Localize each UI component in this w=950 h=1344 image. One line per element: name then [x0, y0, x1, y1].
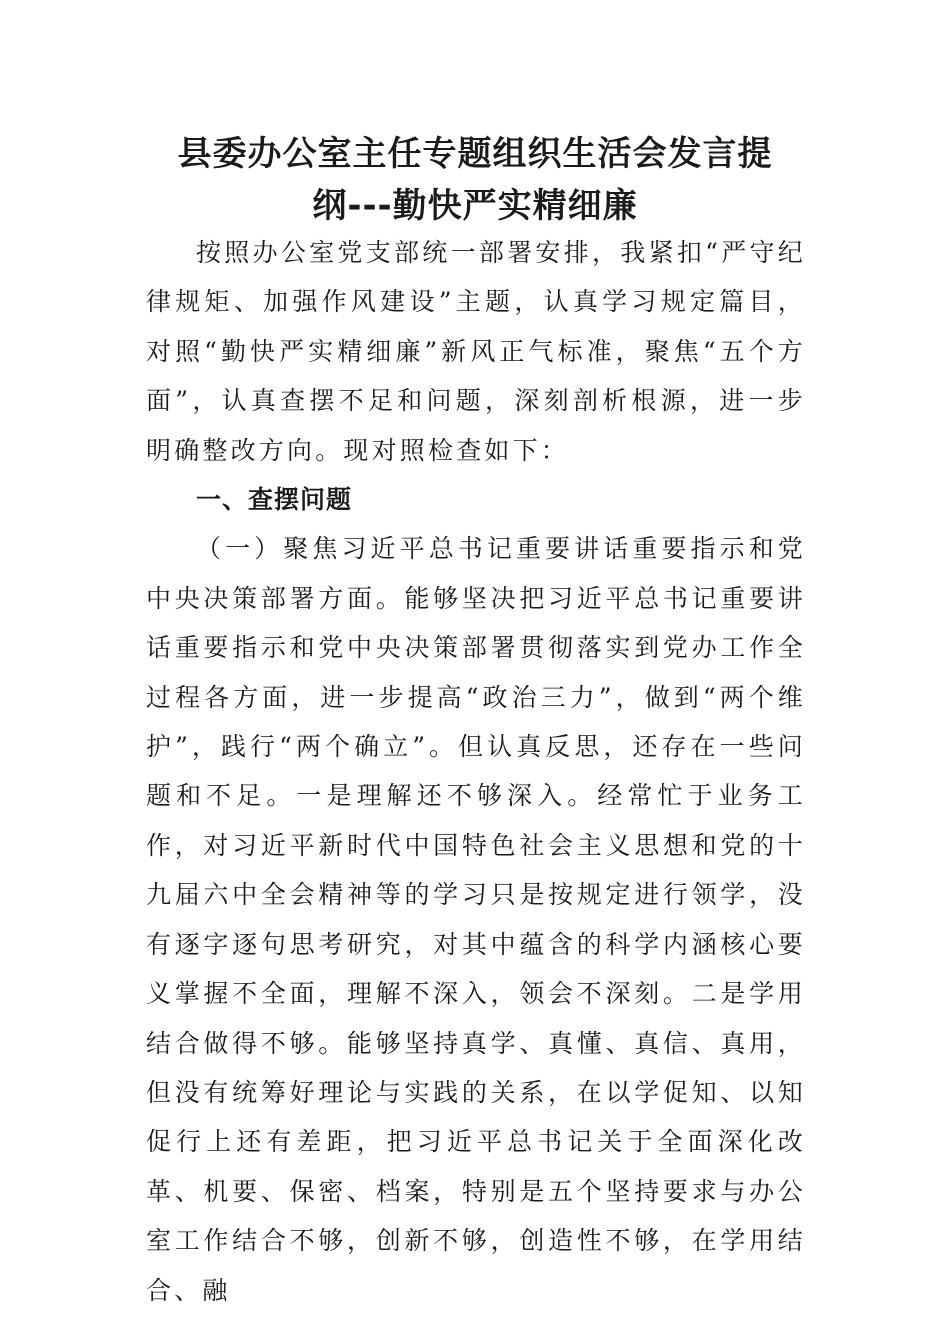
document-title	[140, 128, 810, 232]
body-paragraph: （一）聚焦习近平总书记重要讲话重要指示和党中央决策部署方面。能够坚决把习近平总书记重要讲话重要指示和党中央决策部署贯彻落实到党办工作全过程各方面，进一步提高“政治三力”，做到“两个维护”，践行“两个确立”。但认真反思，还存在一些问题和不足。一是理解还不够深入。经常忙于业务工作，对习近平新时代中国特色社会主义思想和党的十九届六中全会精神等的学习只是按规定进行领学，没有逐字逐句思考研究，对其中蕴含的科学内涵核心要义掌握不全面，理解不深入，领会不深刻。二是学用结合做得不够。能够坚持真学、真懂、真信、真用，但没有统筹好理论与实践的关系，在以学促知、以知促行上还有差距，把习近平总书记关于全面深化改革、机要、保密、档案，特别是五个坚持要求与办公室工作结合不够，创新不够，创造性不够，在学用结合、融	[146, 534, 806, 1305]
title-line-1: 县委办公室主任专题组织生活会发言提	[177, 134, 773, 174]
title-line-2: 纲---勤快严实精细廉	[312, 186, 638, 226]
section-heading: 一、查摆问题	[196, 485, 353, 515]
document-body	[146, 228, 806, 1315]
intro-paragraph: 按照办公室党支部统一部署安排，我紧扣“严守纪律规矩、加强作风建设”主题，认真学习规定篇目，对照“勤快严实精细廉”新风正气标准，聚焦“五个方面”，认真查摆不足和问题，深刻剖析根源，进一步明确整改方向。现对照检查如下：	[146, 238, 806, 465]
